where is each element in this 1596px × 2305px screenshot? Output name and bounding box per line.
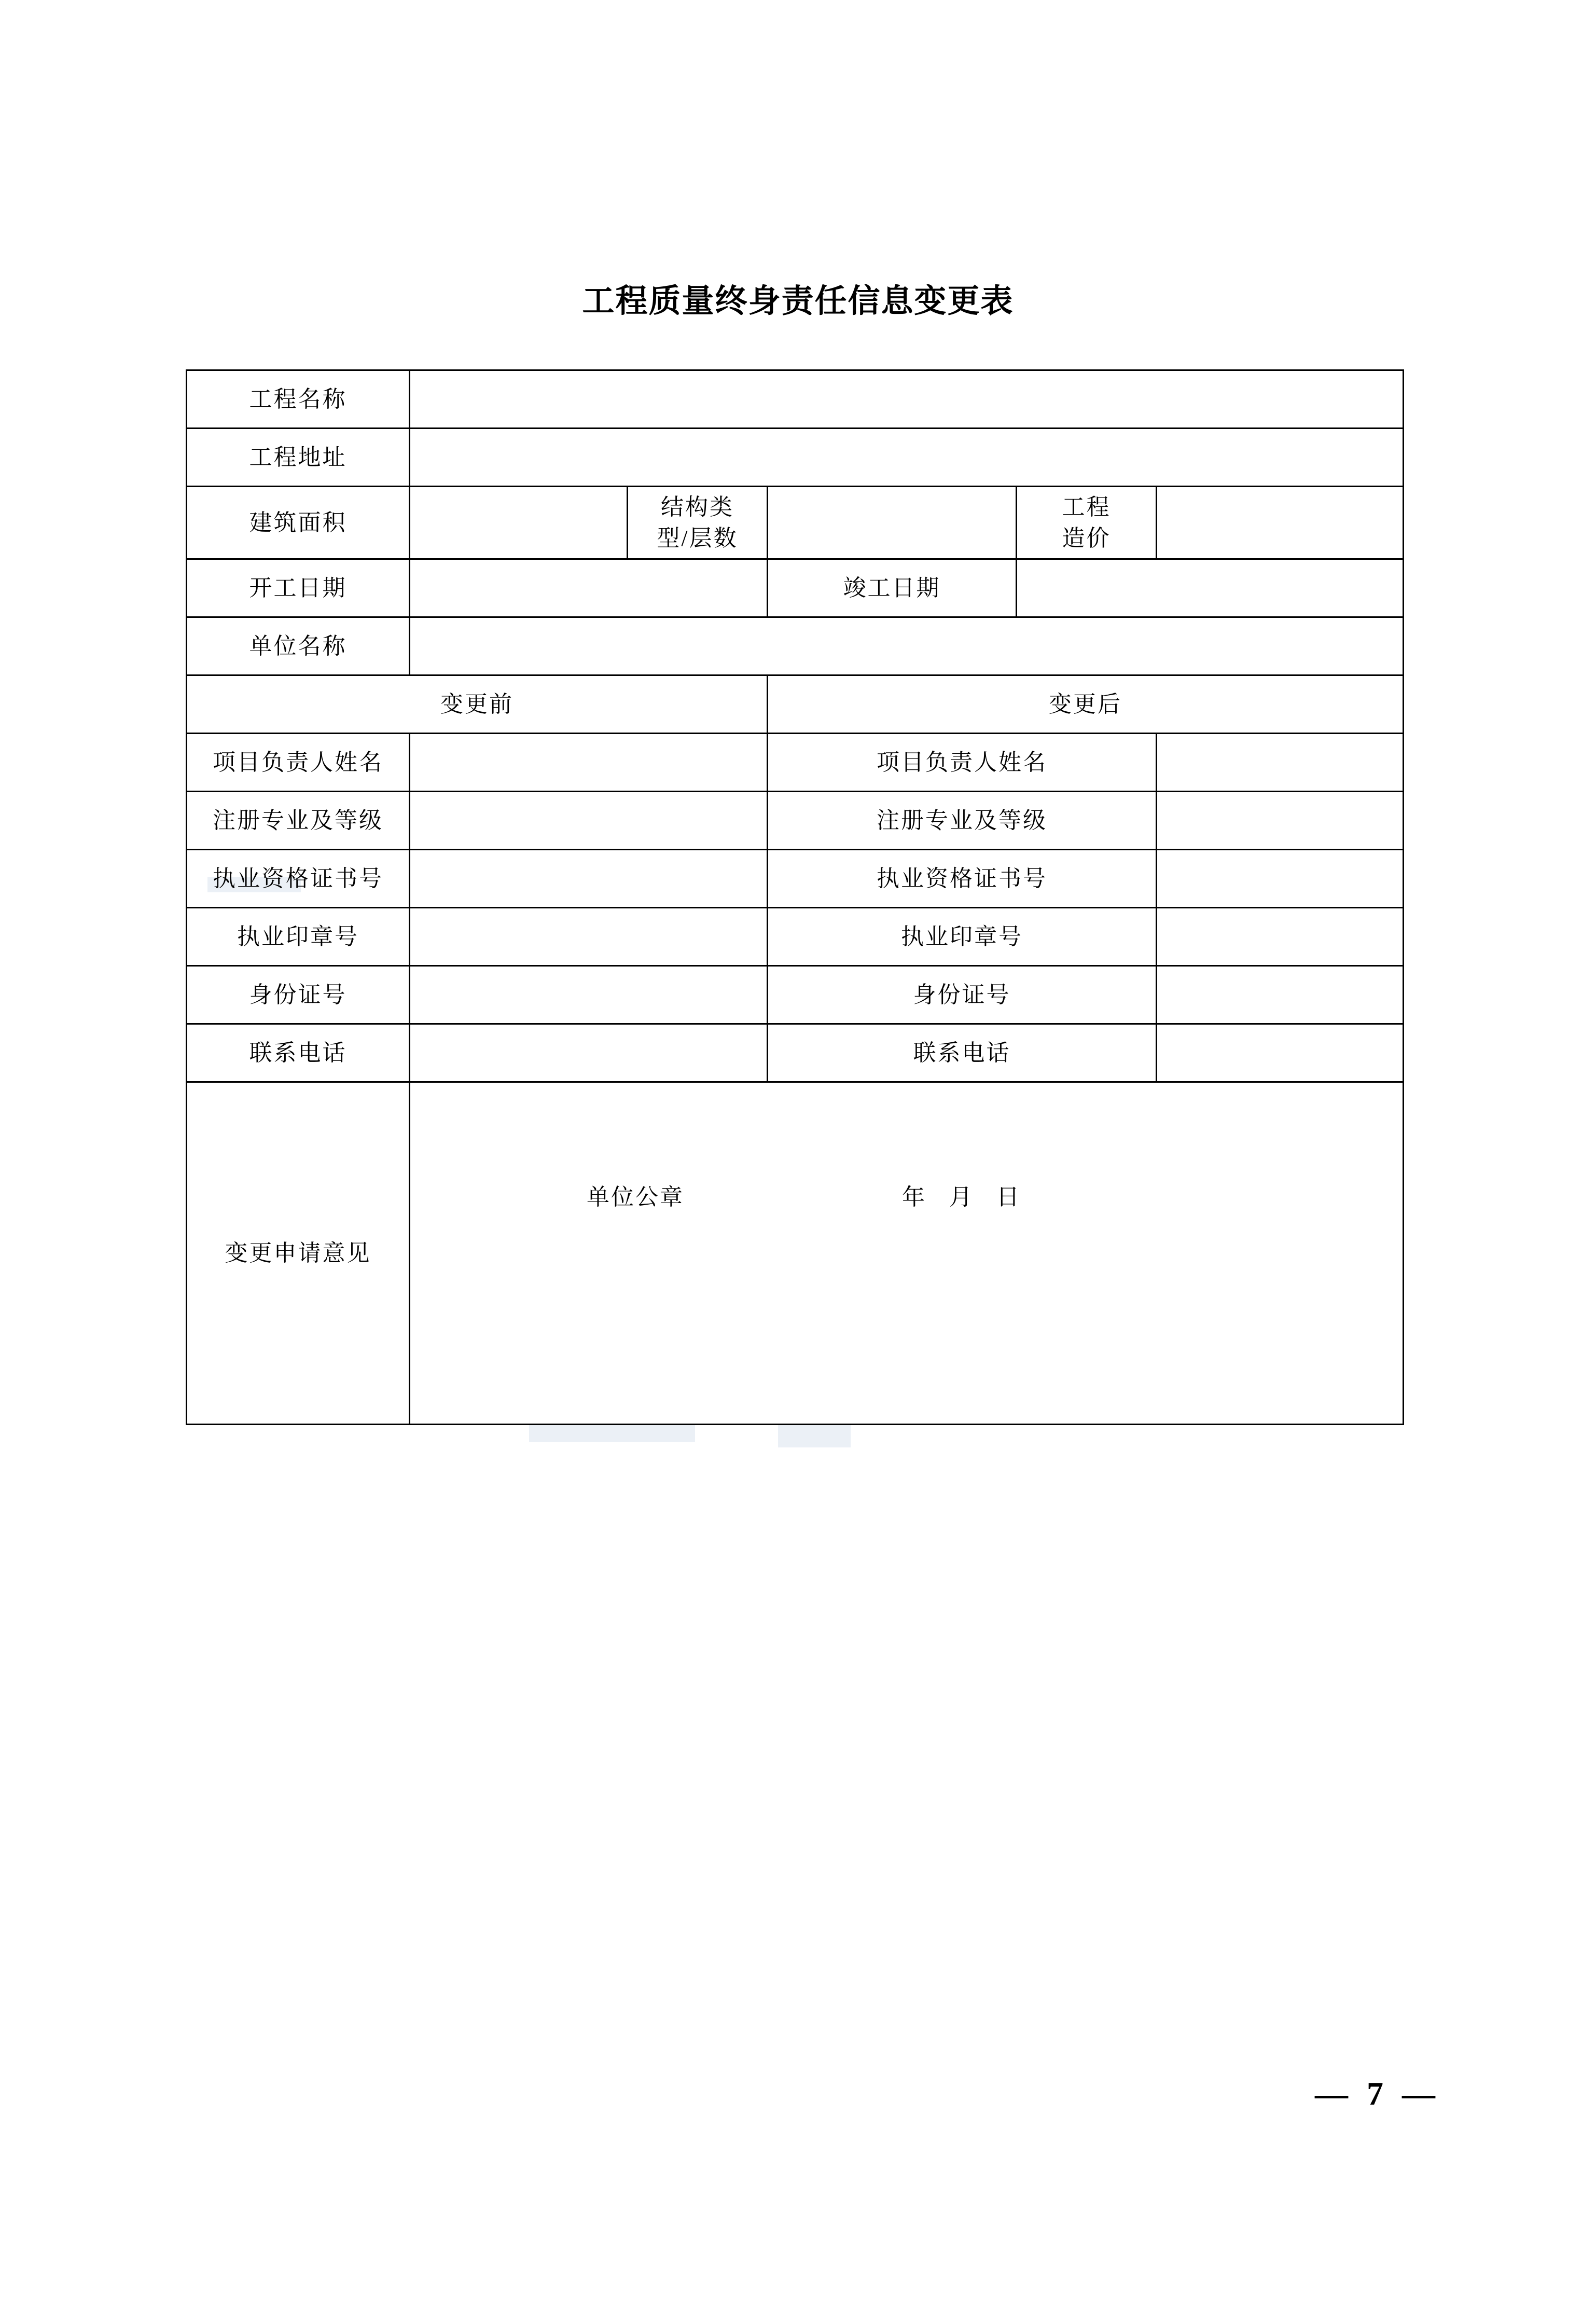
signature-line (410, 1182, 1403, 1212)
value-after-practice-certificate-no[interactable] (1157, 850, 1404, 908)
label-after-registered-major-level: 注册专业及等级 (768, 792, 1157, 850)
value-before-contact-phone[interactable] (410, 1024, 768, 1082)
table-row-practice-certificate (187, 850, 1404, 908)
label-after-contact-phone: 联系电话 (768, 1024, 1157, 1082)
value-before-practice-seal-no[interactable] (410, 908, 768, 966)
company-seal-text: 单位公章 (587, 1184, 684, 1210)
label-project-cost-line1: 工程 (1062, 494, 1111, 520)
label-structure-type (628, 487, 768, 559)
table-row-project-address (187, 429, 1404, 487)
label-unit-name: 单位名称 (187, 617, 410, 675)
table-row-contact-phone (187, 1024, 1404, 1082)
page-number: — 7 — (1315, 2075, 1440, 2112)
table-row-change-opinion (187, 1082, 1404, 1425)
label-change-opinion: 变更申请意见 (187, 1082, 410, 1425)
table-row-registered-major (187, 792, 1404, 850)
table-row-project-name (187, 370, 1404, 429)
table-row-unit-name (187, 617, 1404, 675)
value-building-area[interactable] (410, 487, 628, 559)
value-before-registered-major-level[interactable] (410, 792, 768, 850)
value-after-id-card-no[interactable] (1157, 966, 1404, 1024)
label-project-name: 工程名称 (187, 370, 410, 429)
table-row-area-structure-cost (187, 487, 1404, 559)
value-after-contact-phone[interactable] (1157, 1024, 1404, 1082)
value-structure-type[interactable] (768, 487, 1017, 559)
table-row-practice-seal (187, 908, 1404, 966)
table-row-dates (187, 559, 1404, 617)
value-after-registered-major-level[interactable] (1157, 792, 1404, 850)
value-after-project-leader-name[interactable] (1157, 734, 1404, 792)
label-before-registered-major-level: 注册专业及等级 (187, 792, 410, 850)
value-change-opinion[interactable] (410, 1082, 1404, 1425)
value-unit-name[interactable] (410, 617, 1404, 675)
label-building-area: 建筑面积 (187, 487, 410, 559)
label-project-cost-line2: 造价 (1062, 525, 1111, 551)
value-completion-date[interactable] (1017, 559, 1404, 617)
label-before-practice-seal-no: 执业印章号 (187, 908, 410, 966)
label-before-contact-phone: 联系电话 (187, 1024, 410, 1082)
signature-date-text: 年 月 日 (902, 1184, 1029, 1210)
label-before-practice-certificate-no: 执业资格证书号 (187, 850, 410, 908)
label-project-address: 工程地址 (187, 429, 410, 487)
value-before-project-leader-name[interactable] (410, 734, 768, 792)
label-start-date: 开工日期 (187, 559, 410, 617)
label-after-id-card-no: 身份证号 (768, 966, 1157, 1024)
value-project-name[interactable] (410, 370, 1404, 429)
value-after-practice-seal-no[interactable] (1157, 908, 1404, 966)
label-after-project-leader-name: 项目负责人姓名 (768, 734, 1157, 792)
header-after-change: 变更后 (768, 675, 1404, 734)
table-row-leader-name (187, 734, 1404, 792)
value-before-id-card-no[interactable] (410, 966, 768, 1024)
header-before-change: 变更前 (187, 675, 768, 734)
value-before-practice-certificate-no[interactable] (410, 850, 768, 908)
label-structure-type-line2: 型/层数 (657, 525, 738, 551)
label-after-practice-certificate-no: 执业资格证书号 (768, 850, 1157, 908)
label-completion-date: 竣工日期 (768, 559, 1017, 617)
label-structure-type-line1: 结构类 (661, 494, 734, 520)
label-before-id-card-no: 身份证号 (187, 966, 410, 1024)
label-project-cost (1017, 487, 1157, 559)
value-project-cost[interactable] (1157, 487, 1404, 559)
label-after-practice-seal-no: 执业印章号 (768, 908, 1157, 966)
page-title: 工程质量终身责任信息变更表 (582, 284, 1014, 319)
value-start-date[interactable] (410, 559, 768, 617)
change-form-table (186, 369, 1404, 1425)
table-row-change-headers (187, 675, 1404, 734)
value-project-address[interactable] (410, 429, 1404, 487)
table-row-id-card (187, 966, 1404, 1024)
label-before-project-leader-name: 项目负责人姓名 (187, 734, 410, 792)
